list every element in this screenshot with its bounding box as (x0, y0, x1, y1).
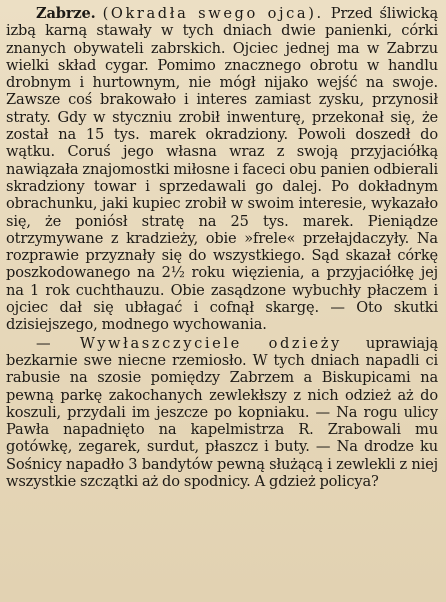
article-zabrze (6, 5, 438, 334)
headline-wywlaszczyciele: — Wywłaszczyciele odzieży (36, 334, 342, 352)
article-wywlaszczyciele (6, 335, 438, 491)
headline-okradla: (Okradła swego ojca). (102, 5, 324, 22)
news-column (6, 5, 438, 490)
dateline-zabrze: Zabrze. (36, 5, 96, 22)
article-zabrze-body: Przed śliwicką izbą karną stawały w tych dniach dwie panienki, córki znanych obywateli zabrskich. Ojciec jednej ma w Zabrzu wielki skład cygar. Pomimo znacznego obrotu w handlu drobnym i hurtownym, nie mógł nijako wejść na swoje. Zawsze coś brakowało i interes zamiast zysku, przynosił straty. Gdy w styczniu zrobił inwenturę, przekonał się, że został na 15 tys. marek okradziony. Powoli doszedł do wątku. Coruś jego własna wraz z swoją przyjaciółką nawiązała znajomostki miłosne i faceci obu panien odbierali skradziony towar i sprzedawali go dalej. Po dokładnym obrachunku, jaki kupiec zrobił w swoim interesie, wykazało się, że poniósł stratę na 25 tys. marek. Pieniądze otrzymywane z kradzieży, obie »frele« przełajdaczyły. Na rozprawie przyznały się do wszystkiego. Sąd skazał córkę poszkodowanego na 2½ roku więzienia, a przyjaciółkę jej na 1 rok cuchthauzu. Obie zasądzone wybuchły płaczem i ojciec dał się ubłagać i cofnął skargę. — Oto skutki dzisiejszego, modnego wychowania. (6, 5, 439, 334)
article-wywlaszczyciele-body: uprawiają bezkarnie swe niecne rzemiosło. W tych dniach napadli ci rabusie na szosie pomiędzy Zabrzem a Biskupicami na pewną parkę zakochanych zewlekłszy z nich odzież aż do koszuli, przydali im jeszcze po kopniaku. — Na rogu ulicy Pawła napadnięto na kapelmistrza R. Zrabowali mu gotówkę, zegarek, surdut, płaszcz i buty. — Na drodze ku Sośnicy napadło 3 bandytów pewną służącą i zewlekli z niej wszystkie szczątki aż do spodnicy. A gdzież policya? (6, 334, 438, 491)
